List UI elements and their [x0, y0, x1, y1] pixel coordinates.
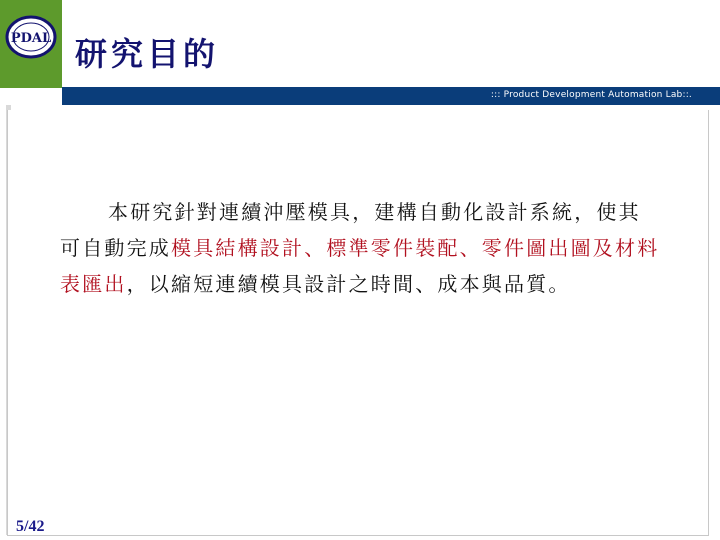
page-number: 5/42 [16, 518, 45, 535]
paragraph-tail: ，以縮短連續模具設計之時間、成本與品質。 [126, 272, 571, 296]
purpose-paragraph [60, 194, 660, 302]
logo-panel [0, 0, 62, 88]
paragraph-highlight: 模具結構設計、標準零件裝配、零件圖出圖及材料表匯出 [60, 236, 660, 296]
content-frame [7, 110, 709, 536]
lab-banner [62, 87, 720, 105]
pdal-logo [4, 12, 58, 62]
paragraph-lead: 本研究針對連續沖壓模具，建構自動化設計系統，使其可自動完成 [60, 200, 641, 260]
logo-text: PDAL [10, 31, 52, 46]
page-title: 研究目的 [75, 35, 220, 73]
banner-text: ::: Product Development Automation Lab::. [490, 90, 692, 100]
